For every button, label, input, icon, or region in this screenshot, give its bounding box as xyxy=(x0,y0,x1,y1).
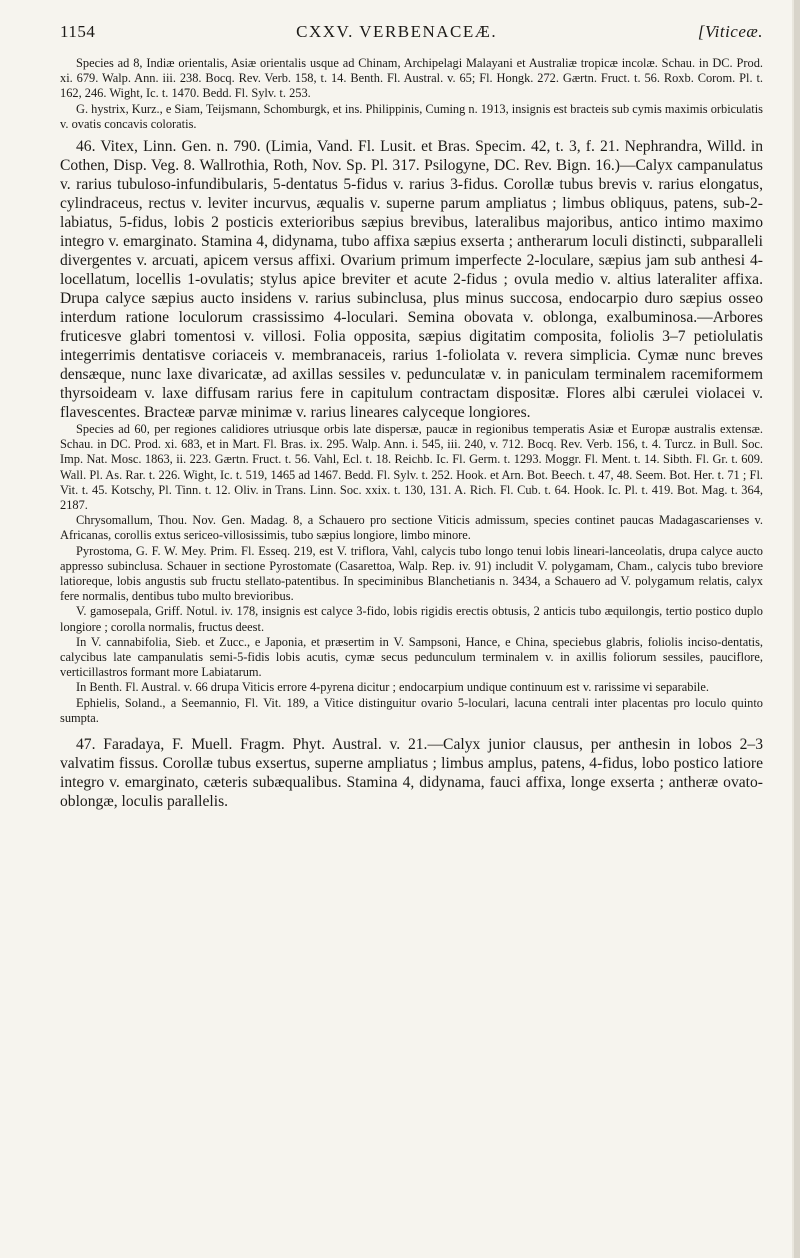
page-edge xyxy=(794,0,800,1258)
section-label: [Viticeæ. xyxy=(697,22,763,41)
note-g-hystrix: G. hystrix, Kurz., e Siam, Teijsmann, Schomburgk, et ins. Philippinis, Cuming n. 1913, insignis est bracteis sub cymis maximis orbiculatis v. ovatis concavis coloratis. xyxy=(60,101,764,131)
note-ephielis: Ephielis, Soland., a Seemannio, Fl. Vit. 189, a Vitice distinguitur ovario 5-loculari, lacuna centrali inter placentas pro loculo quinto sumpta. xyxy=(60,695,763,725)
note-chrysomallum: Chrysomallum, Thou. Nov. Gen. Madag. 8, a Schauero pro sectione Viticis admissum, species continet paucas Madagascarienses v. Africanas, corollis extus sericeo-villosissimis, tubo sæpius longiore, limbo minore. xyxy=(60,513,763,543)
note-pyrostoma: Pyrostoma, G. F. W. Mey. Prim. Fl. Esseq. 219, est V. triflora, Vahl, calycis tubo longo tenui lobis lineari-lanceolatis, drupa calyce aucto appresso subinclusa. Schauer in sectione Pyrostomate (Casarettoa, Walp. Rep. iv. 91) includit V. polygamam, Cham., calycis tubo breviore latioreque, lobis angustis sub fructu stellato-patentibus. In speciminibus Blanchetianis n. 3434, a Schauero ad V. polygamum relatis, calyx fere normalis, dentibus tubo multo brevioribus. xyxy=(60,543,763,604)
vitex-species-references: Species ad 60, per regiones calidiores utriusque orbis late dispersæ, paucæ in regionibus temperatis Asiæ et Europæ australis extensæ. Schau. in DC. Prod. xi. 683, et in Mart. Fl. Bras. ix. 295. Walp. Ann. i. 545, iii. 240, v. 712. Bocq. Rev. Verb. 156, t. 4. Turcz. in Bull. Soc. Imp. Nat. Mosc. 1863, ii. 223. Gærtn. Fruct. t. 56. Vahl, Ecl. t. 18. Reichb. Ic. Fl. Germ. t. 1293. Moggr. Fl. Ment. t. 14. Sibth. Fl. Gr. t. 609. Wall. Pl. As. Rar. t. 226. Wight, Ic. t. 519, 1465 ad 1467. Bedd. Fl. Sylv. t. 252. Hook. et Arn. Bot. Beech. t. 47, 48. Seem. Bot. Her. t. 71 ; Fl. Vit. t. 45. Kotschy, Pl. Tinn. t. 12. Oliv. in Trans. Linn. Soc. xxix. t. 130, 131. A. Rich. Fl. Cub. t. 64. Hook. Ic. Pl. t. 419. Bot. Mag. t. 364, 2187. xyxy=(60,422,763,513)
note-v-cannabifolia: In V. cannabifolia, Sieb. et Zucc., e Japonia, et præsertim in V. Sampsoni, Hance, e China, speciebus glabris, foliolis inciso-dentatis, calycibus late campanulatis semi-5-fidis lobis acutis, cymæ secus pedunculum terminalem v. in axillis foliorum sessiles, pauciflore, verticillastros formant more Labiatarum. xyxy=(60,634,763,680)
note-benth-fl-austral: In Benth. Fl. Austral. v. 66 drupa Viticis errore 4-pyrena dicitur ; endocarpium undique continuum est v. rarissime vi separabile. xyxy=(76,680,709,695)
page-number: 1154 xyxy=(60,22,96,41)
species-note-glossocarya: Species ad 8, Indiæ orientalis, Asiæ orientalis usque ad Chinam, Archipelagi Malayani et Australiæ tropicæ incolæ. Schau. in DC. Prod. xi. 679. Walp. Ann. iii. 238. Bocq. Rev. Verb. 158, t. 14. Benth. Fl. Austral. v. 65; Fl. Hongk. 272. Gærtn. Fruct. t. 56. Roxb. Corom. Pl. t. 162, 246. Wight, Ic. t. 1470. Bedd. Fl. Sylv. t. 253. xyxy=(60,56,763,101)
page xyxy=(60,22,763,811)
genus-vitex-description: 46. Vitex, Linn. Gen. n. 790. (Limia, Vand. Fl. Lusit. et Bras. Specim. 42, t. 3, f. 21. Nephrandra, Willd. in Cothen, Disp. Veg. 8. Wallrothia, Roth, Nov. Sp. Pl. 317. Psilogyne, DC. Rev. Bign. 16.)—Calyx campanulatus v. rarius tubuloso-infundibularis, 5-dentatus 5-fidus v. rarius 3-fidus. Corollæ tubus brevis v. rarius elongatus, cylindraceus, rectus v. leviter incurvus, æqualis v. superne parum ampliatus ; limbus obliquus, patens, sub-2-labiatus, 5-fidus, lobis 2 posticis exterioribus sæpius brevibus, lateralibus majoribus, antico intimo maximo integro v. emarginato. Stamina 4, didynama, tubo affixa sæpius exserta ; antherarum loculi distincti, subparalleli divergentes v. arcuati, apicem versus affixi. Ovarium primum imperfecte 2-loculare, sæpius jam sub anthesi 4-locellatum, locellis 1-ovulatis; stylus apice breviter et acute 2-fidus ; ovula medio v. altius lateraliter affixa. Drupa calyce sæpius aucto insidens v. rarius subinclusa, plus minus succosa, endocarpio duro sæpius osseo interdum ratione loculorum crassissimo 4-loculari. Semina obovata v. oblonga, exalbuminosa.—Arbores fruticesve glabri tomentosi v. villosi. Folia opposita, sæpius digitatim composita, foliolis 3–7 petiolulatis integerrimis dentatisve coriaceis v. membranaceis, rarius 1-foliolata v. revera simplicia. Cymæ nunc breves densæque, nunc laxe divaricatæ, ad axillas sessiles v. pedunculatæ v. in paniculam terminalem racemiformem thyrsoideam v. laxe diffusam rarius fere in capitulum contractam dispositæ. Flores albi cærulei violacei v. flavescentes. Bracteæ parvæ minimæ v. rarius lineares calyceque longiores. xyxy=(60,138,763,422)
running-header xyxy=(60,22,763,42)
note-v-gamosepala: V. gamosepala, Griff. Notul. iv. 178, insignis est calyce 3-fido, lobis rigidis erectis obtusis, 2 anticis tubo æquilongis, tertio postico duplo longiore ; corolla normalis, fructus deest. xyxy=(60,604,763,634)
genus-faradaya-description: 47. Faradaya, F. Muell. Fragm. Phyt. Austral. v. 21.—Calyx junior clausus, per anthesin in lobos 2–3 valvatim fissus. Corollæ tubus exsertus, superne ampliatus ; limbus amplus, patens, 4-fidus, lobo postico latiore integro v. emarginato, cæteris subæqualibus. Stamina 4, didynama, fauci affixa, longe exserta ; antheræ ovato-oblongæ, loculis parallelis. xyxy=(60,736,763,811)
running-title: CXXV. VERBENACEÆ. xyxy=(296,22,498,41)
